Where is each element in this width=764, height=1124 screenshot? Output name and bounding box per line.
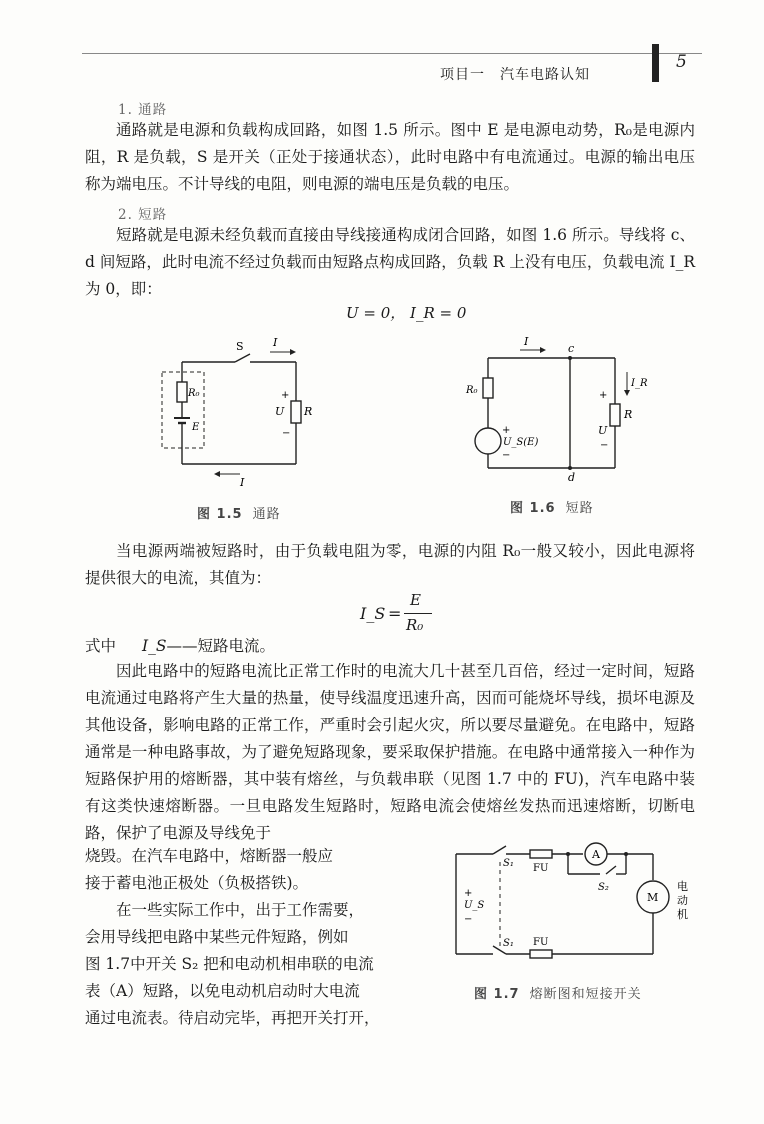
fig17-label-s1-bottom: S₁ <box>503 938 514 949</box>
fig17-label-source: U_S <box>464 900 485 911</box>
where-prefix: 式中 <box>85 637 117 655</box>
where-text: ——短路电流。 <box>166 637 276 655</box>
fig15-label-voltage: U <box>275 405 285 418</box>
figure-1-6-caption <box>510 497 594 516</box>
paragraph-open-circuit: 通路就是电源和负载构成回路，如图 1.5 所示。图中 E 是电源电动势，R₀是电源内阻，R 是负载，S 是开关（正处于接通状态），此时电路中有电流通过。电源的输出电压称为端电压。不计导线的电阻，则电源的端电压是负载的电压。 <box>85 121 695 193</box>
paragraph-short-current: 当电源两端被短路时，由于负载电阻为零，电源的内阻 R₀一般又较小，因此电源将提供很大的电流，其值为： <box>85 542 695 587</box>
fig16-label-node-d: d <box>568 471 576 484</box>
where-symbol: I_S <box>142 637 167 655</box>
fig16-label-load: R <box>624 408 633 421</box>
formula-where-line <box>85 634 275 656</box>
paragraph-fuse-line-b: 接于蓄电池正极处（负极搭铁)。 <box>85 874 309 892</box>
fig16-label-minus2: − <box>600 440 609 451</box>
paragraph-shorting-line-3: 图 1.7中开关 S₂ 把和电动机相串联的电流 <box>85 955 374 973</box>
fig16-label-load-current: I_R <box>631 378 648 389</box>
figure-1-5-caption <box>197 503 281 522</box>
fig17-label-motor-text-2: 动 <box>677 894 688 907</box>
formula-equals: = <box>388 604 402 623</box>
fig17-label-fu-bottom: FU <box>533 937 549 948</box>
figure-1-6-caption-text: 短路 <box>565 501 594 516</box>
page-number: 5 <box>676 52 687 72</box>
fig16-label-plus: + <box>502 425 511 436</box>
paragraph-short-circuit: 短路就是电源未经负载而直接由导线接通构成闭合回路，如图 1.6 所示。导线将 c、d 间短路，此时电流不经过负载而由短路点构成回路，负载 R 上没有电压，负载电流 I_R为 0，即： <box>85 226 695 298</box>
fig15-label-switch: S <box>236 340 244 353</box>
fig17-label-fu-top: FU <box>533 863 549 874</box>
fig16-label-minus: − <box>502 450 511 461</box>
fig17-label-s2: S₂ <box>598 882 609 893</box>
figure-1-5-caption-text: 通路 <box>252 507 281 522</box>
figure-1-6-circuit <box>460 335 648 486</box>
fig17-label-s1-top: S₁ <box>503 858 514 869</box>
fig15-label-minus: − <box>282 428 291 439</box>
fig15-label-current-bottom: I <box>240 476 245 489</box>
section-heading-short-circuit: 2. 短路 <box>118 207 168 223</box>
header-tab-bar <box>652 44 659 82</box>
fig17-label-motor-text-1: 电 <box>677 880 688 893</box>
paragraph-fuse-protection: 因此电路中的短路电流比正常工作时的电流大几十甚至几百倍，经过一定时间，短路电流通过电路将产生大量的热量，使导线温度迅速升高，因而可能烧坏导线，损坏电源及其他设备，影响电路的正常工作，严重时会引起火灾，所以要尽量避免。在电路中，短路通常是一种电路事故，为了避免短路现象，要采取保护措施。在电路中通常接入一种作为短路保护用的熔断器，其中装有熔丝，与负载串联（见图 1.7 中的 FU)，汽车电路中装有这类快速熔断器。一旦电路发生短路时，短路电流会使熔丝发热而迅速熔断，切断电路，保护了电源及导线免于 <box>85 662 695 842</box>
fig15-label-r0: R₀ <box>188 388 200 399</box>
header-rule <box>82 53 702 54</box>
fig17-label-ammeter: A <box>592 848 600 861</box>
fig16-label-r0: R₀ <box>466 385 478 396</box>
paragraph-fuse-line-a: 烧毁。在汽车电路中，熔断器一般应 <box>85 847 334 865</box>
figure-1-5-circuit <box>150 330 320 490</box>
fig15-label-current-top: I <box>273 336 278 349</box>
figure-1-6-caption-number: 图 1.6 <box>510 501 556 516</box>
figure-1-7-caption-text: 熔断图和短接开关 <box>529 987 642 1002</box>
formula-denominator: R₀ <box>406 616 424 634</box>
fig17-label-motor: M <box>647 891 659 904</box>
fraction-bar <box>404 613 432 614</box>
fig15-label-plus: + <box>281 390 290 401</box>
equation-short-circuit: U = 0， I_R = 0 <box>346 304 467 322</box>
fig16-label-node-c: c <box>568 342 575 355</box>
paragraph-shorting-line-5: 通过电流表。待启动完毕，再把开关打开， <box>85 1009 380 1027</box>
formula-lhs: I_S <box>360 604 386 623</box>
fig15-label-emf: E <box>192 422 200 433</box>
fig15-label-load: R <box>304 405 313 418</box>
figure-1-7-circuit <box>448 838 698 978</box>
fig16-label-voltage: U <box>598 424 608 437</box>
section-heading-open-circuit: 1. 通路 <box>118 102 168 118</box>
fig16-label-plus2: + <box>599 390 608 401</box>
fig17-label-plus: + <box>464 888 473 899</box>
figure-1-5-caption-number: 图 1.5 <box>197 507 243 522</box>
running-header-title: 项目一 汽车电路认知 <box>440 67 590 83</box>
fig16-label-source: U_S(E) <box>503 437 539 448</box>
formula-numerator: E <box>410 591 421 609</box>
formula-short-current <box>360 591 440 641</box>
paragraph-shorting-line-2: 会用导线把电路中某些元件短路，例如 <box>85 928 349 946</box>
figure-1-7-caption-number: 图 1.7 <box>474 987 520 1002</box>
paragraph-shorting-line-1: 在一些实际工作中，出于工作需要， <box>116 901 365 919</box>
figure-1-7-caption <box>474 983 642 1002</box>
fig17-label-motor-text-3: 机 <box>677 908 688 921</box>
paragraph-shorting-line-4: 表（A）短路，以免电动机启动时大电流 <box>85 982 360 1000</box>
fig17-label-minus: − <box>464 914 473 925</box>
fig16-label-current: I <box>524 335 529 348</box>
